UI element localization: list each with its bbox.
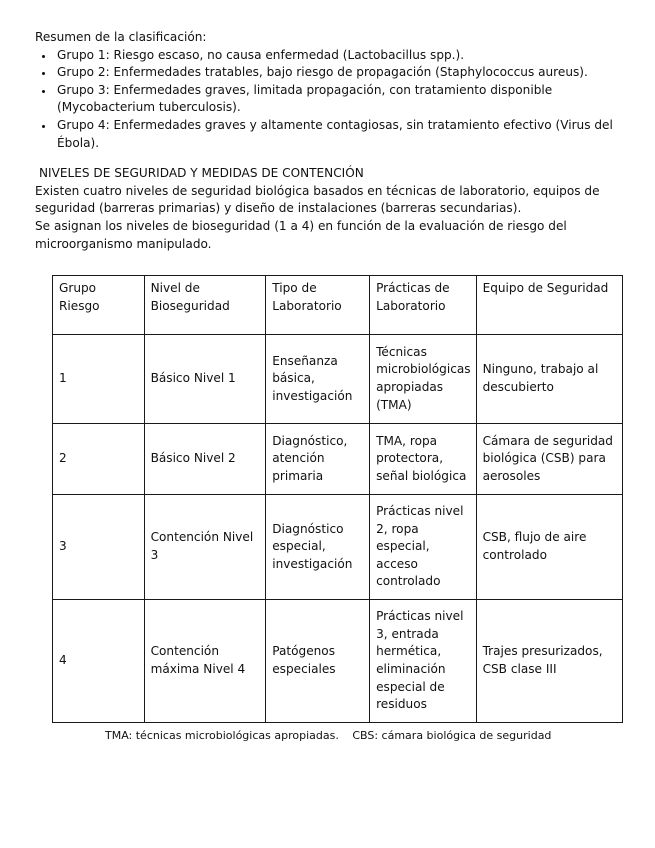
table-cell: Patógenos especiales: [266, 600, 370, 723]
table-cell: Trajes presurizados, CSB clase III: [476, 600, 622, 723]
table-cell: Técnicas microbiológicas apropiadas (TMA): [370, 335, 476, 424]
table-cell: 2: [53, 424, 145, 495]
footnote-tma: TMA: técnicas microbiológicas apropiadas.: [105, 729, 339, 742]
table-cell: Contención Nivel 3: [144, 495, 266, 600]
column-header: Nivel de Bioseguridad: [144, 276, 266, 335]
column-header: Tipo de Laboratorio: [266, 276, 370, 335]
section-title: NIVELES DE SEGURIDAD Y MEDIDAS DE CONTENCIÓN: [39, 166, 364, 181]
table-footnote: [105, 727, 551, 745]
table-cell: 3: [53, 495, 145, 600]
table-cell: 4: [53, 600, 145, 723]
column-header: Equipo de Seguridad: [476, 276, 622, 335]
table-cell: Prácticas nivel 2, ropa especial, acceso controlado: [370, 495, 476, 600]
table-cell: CSB, flujo de aire controlado: [476, 495, 622, 600]
table-cell: Contención máxima Nivel 4: [144, 600, 266, 723]
table-row: [53, 424, 623, 495]
table-cell: Diagnóstico, atención primaria: [266, 424, 370, 495]
table-cell: Prácticas nivel 3, entrada hermética, eliminación especial de residuos: [370, 600, 476, 723]
column-header: Prácticas de Laboratorio: [370, 276, 476, 335]
table-cell: Ninguno, trabajo al descubierto: [476, 335, 622, 424]
table-row: [53, 600, 623, 723]
column-header: Grupo Riesgo: [53, 276, 145, 335]
table-row: [53, 495, 623, 600]
list-item: • Grupo 2: Enfermedades tratables, bajo riesgo de propagación (Staphylococcus aureus).: [55, 64, 625, 82]
risk-group-list: [35, 47, 625, 153]
table-cell: TMA, ropa protectora, señal biológica: [370, 424, 476, 495]
table-cell: 1: [53, 335, 145, 424]
paragraph: Se asignan los niveles de bioseguridad (1 a 4) en función de la evaluación de riesgo del microorganismo manipulado.: [35, 218, 567, 251]
summary-title: Resumen de la clasificación:: [35, 30, 207, 44]
table-cell: Cámara de seguridad biológica (CSB) para aerosoles: [476, 424, 622, 495]
table-cell: Básico Nivel 2: [144, 424, 266, 495]
table-cell: Diagnóstico especial, investigación: [266, 495, 370, 600]
list-item: • Grupo 4: Enfermedades graves y altamente contagiosas, sin tratamiento efectivo (Virus del Ébola).: [55, 117, 625, 152]
document-body: [35, 29, 625, 253]
table-header-row: [53, 276, 623, 335]
table-cell: Enseñanza básica, investigación: [266, 335, 370, 424]
table-row: [53, 335, 623, 424]
table-cell: Básico Nivel 1: [144, 335, 266, 424]
list-item: • Grupo 3: Enfermedades graves, limitada propagación, con tratamiento disponible (Mycobacterium tuberculosis).: [55, 82, 625, 117]
list-item: • Grupo 1: Riesgo escaso, no causa enfermedad (Lactobacillus spp.).: [55, 47, 625, 65]
footnote-cbs: CBS: cámara biológica de seguridad: [352, 729, 552, 742]
paragraph: Existen cuatro niveles de seguridad biológica basados en técnicas de laboratorio, equipos de seguridad (barreras primarias) y diseño de instalaciones (barreras secundarias).: [35, 183, 600, 216]
biosafety-table: [52, 275, 623, 723]
